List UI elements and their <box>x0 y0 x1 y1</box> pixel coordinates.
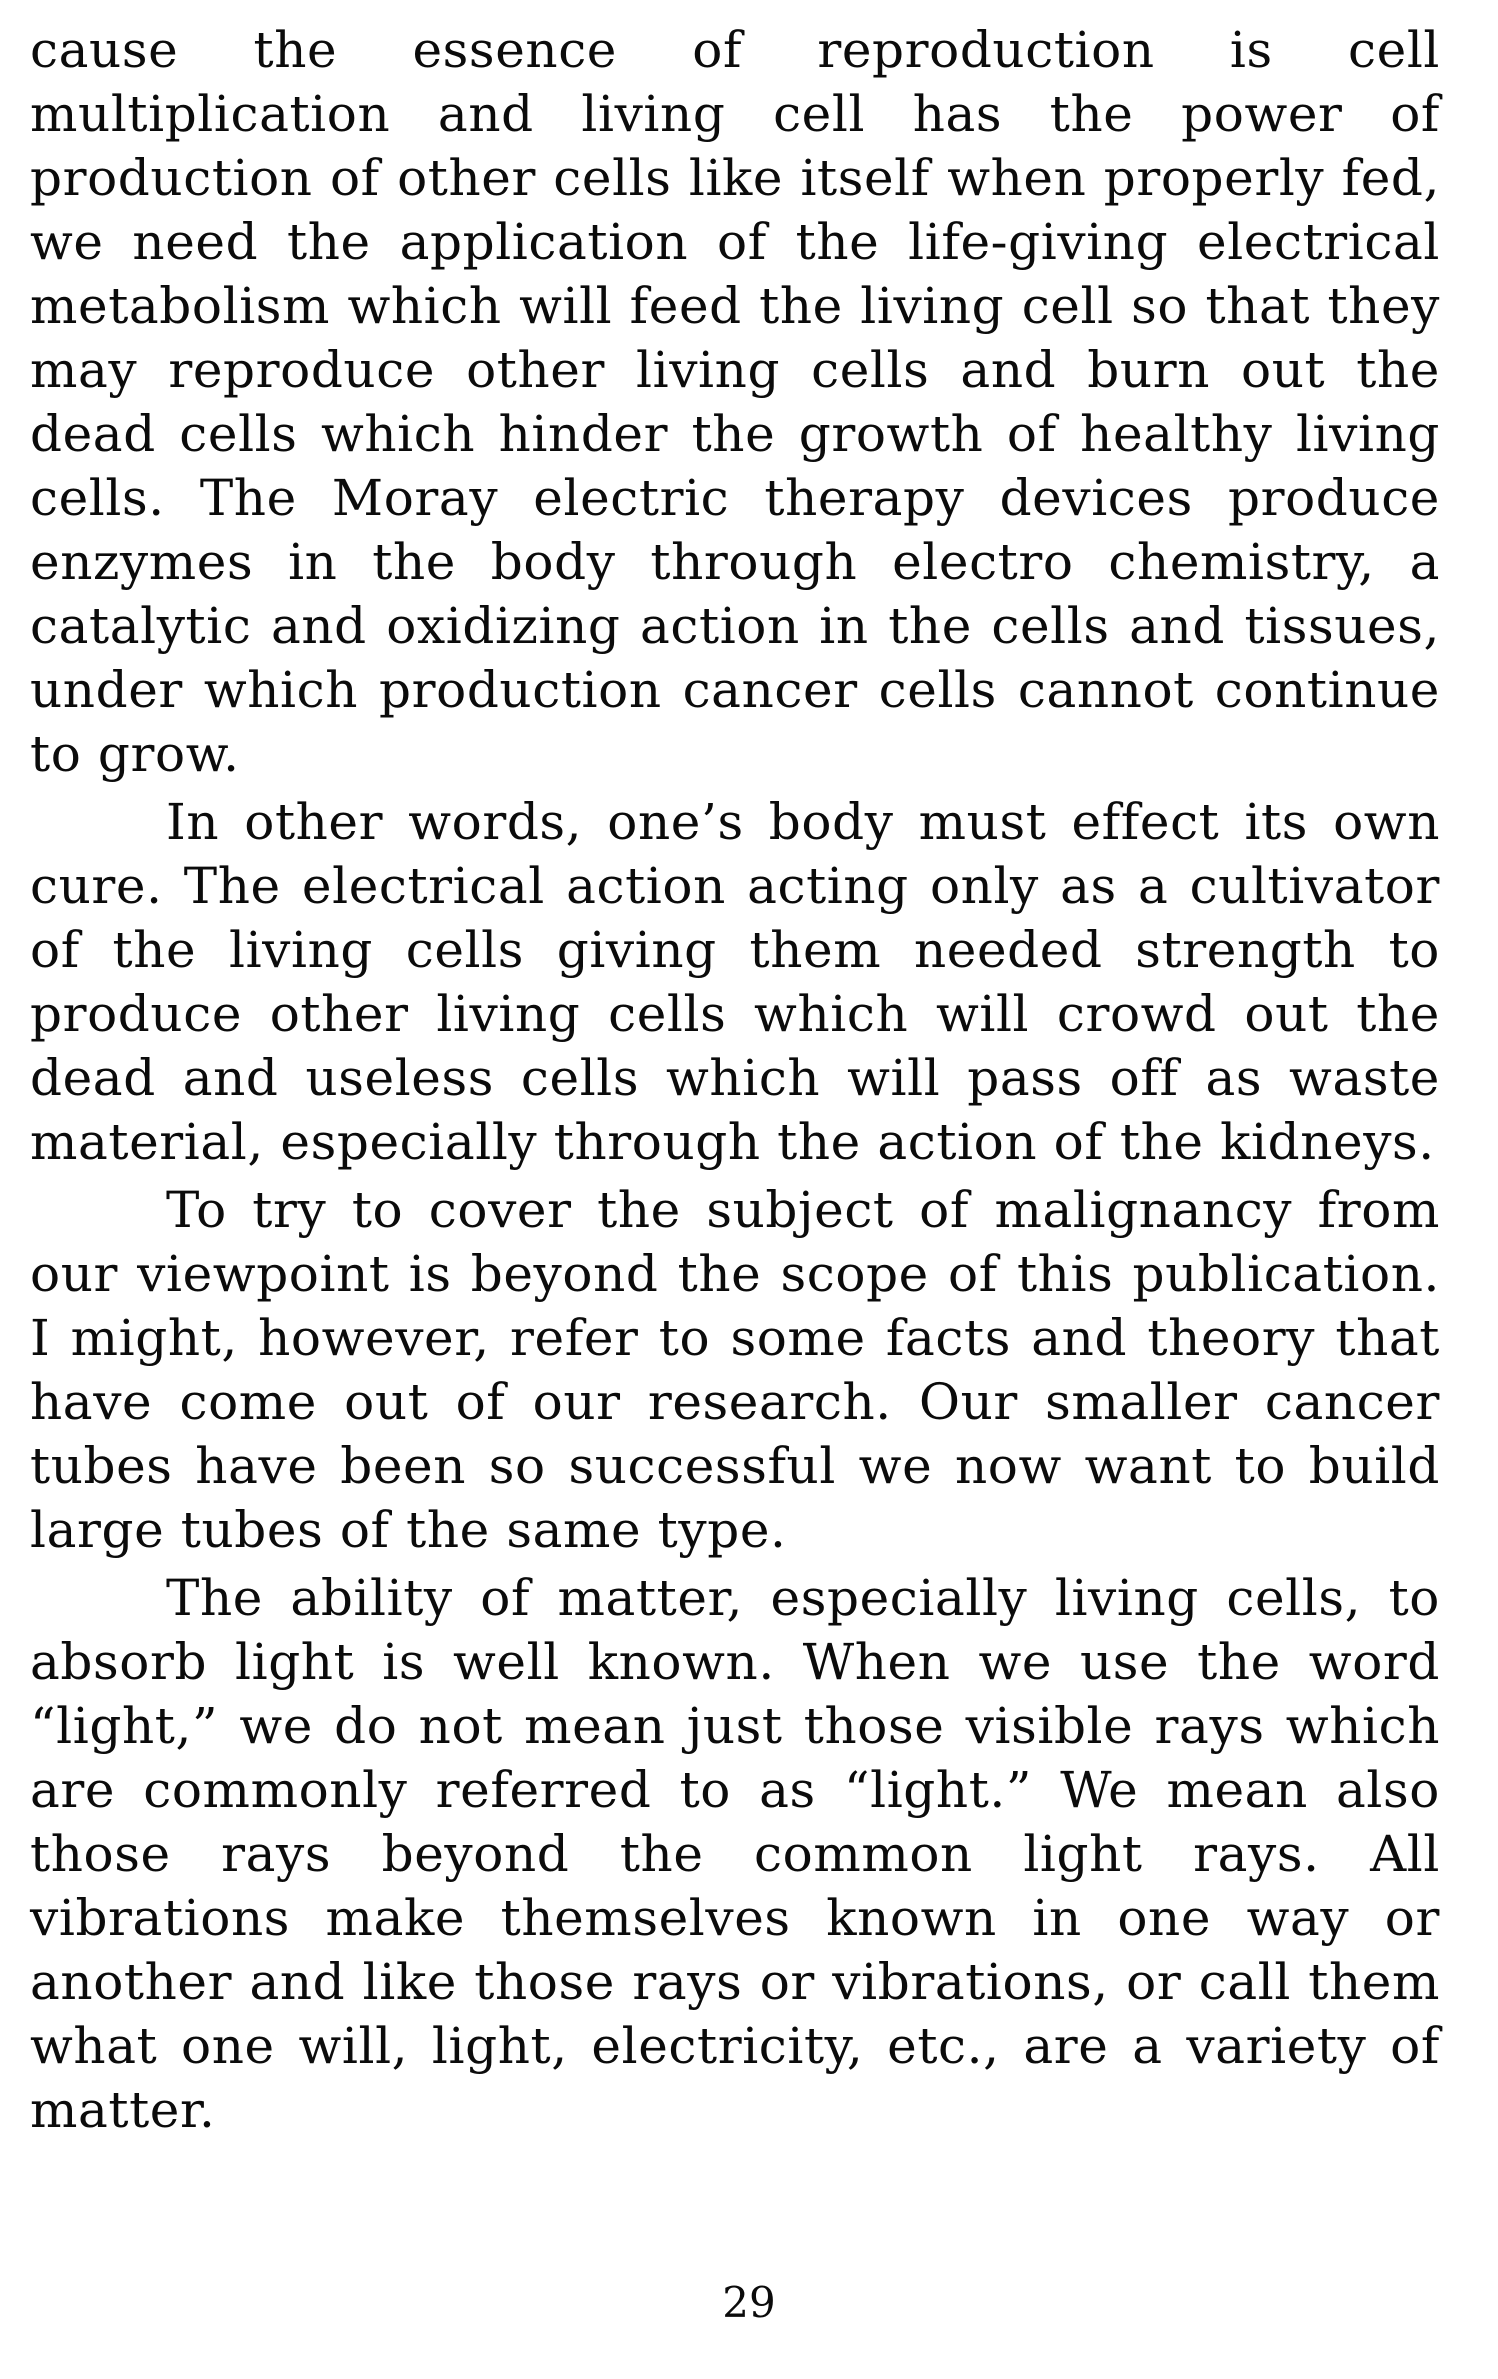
page-number: 29 <box>722 2278 776 2327</box>
paragraph-1: cause the essence of reproduction is cell multiplication and living cell has the power of production of other cells like itself when properly fed, we need the application of the life-giving electrical metabolism which will feed the living cell so that they may reproduce other living cells and burn out the dead cells which hinder the growth of healthy living cells. The Moray electric therapy devices produce enzymes in the body through electro chemistry, a catalytic and oxidizing action in the cells and tissues, under which production cancer cells cannot continue to grow. <box>30 21 1440 783</box>
body-text <box>30 18 1440 2146</box>
paragraph-2: In other words, one’s body must effect its own cure. The electrical action acting only as a cultivator of the living cells giving them needed strength to produce other living cells which will crowd out the dead and useless cells which will pass off as waste material, especially through the action of the kidneys. <box>30 793 1440 1171</box>
paragraph-4: The ability of matter, especially living cells, to absorb light is well known. When we use the word “light,” we do not mean just those visible rays which are commonly referred to as “light.” We mean also those rays beyond the common light rays. All vibrations make themselves known in one way or another and like those rays or vibrations, or call them what one will, light, electricity, etc., are a variety of matter. <box>30 1569 1440 2139</box>
paragraph-3: To try to cover the subject of malignancy from our viewpoint is beyond the scope of this publication. I might, however, refer to some facts and theory that have come out of our research. Our smaller cancer tubes have been so successful we now want to build large tubes of the same type. <box>30 1181 1440 1559</box>
